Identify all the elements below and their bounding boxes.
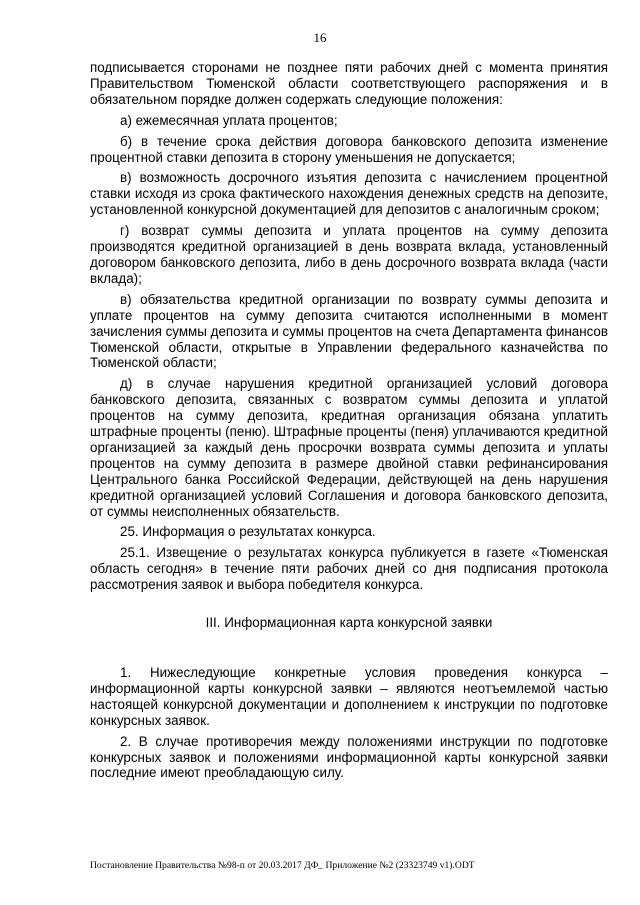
section-heading: III. Информационная карта конкурсной заявки [205,615,493,631]
paragraph-clause-25: 25. Информация о результатах конкурса. [120,524,376,540]
section-paragraph-1: 1. Нижеследующие конкретные условия проведения конкурса – информационной карты конкурсной заявки – являются неотъемлемой частью настоящей конкурсной документации и дополнением к инструкции по подготовке конкурсных заявок. [90,665,608,728]
paragraph-item-v-early-withdrawal: в) возможность досрочного изъятия депозита с начислением процентной ставки исходя из срока фактического нахождения денежных средств на депозите, установленной конкурсной документацией для депозитов с аналогичным сроком; [90,170,608,218]
document-footer: Постановление Правительства №98-п от 20.03.2017 ДФ_ Приложение №2 (23323749 v1).ODT [90,860,475,871]
paragraph-intro: подписывается сторонами не позднее пяти рабочих дней с момента принятия Правительством Тюменской области соответствующего распоряжения и в обязательном порядке должен содержать следующие положения: [90,60,608,107]
paragraph-item-a: а) ежемесячная уплата процентов; [120,112,338,128]
paragraph-item-g: г) возврат суммы депозита и уплата процентов на сумму депозита производятся кредитной организацией в день возврата вклада, установленный договором банковского депозита, либо в день досрочного возврата вклада (части вклада); [90,223,608,286]
paragraph-item-d: д) в случае нарушения кредитной организацией условий договора банковского депозита, связанных с возвратом суммы депозита и уплатой процентов на сумму депозита, кредитная организация обязана уплатить штрафные проценты (пеню). Штрафные проценты (пеня) уплачиваются кредитной организацией за каждый день просрочки возврата суммы депозита и уплаты процентов на сумму депозита в размере двойной ставки рефинансирования Центрального банка Российской Федерации, действующей на день нарушения кредитной организацией условий Соглашения и договора банковского депозита, от суммы неисполненных обязательств. [90,376,608,519]
paragraph-clause-25-1: 25.1. Извещение о результатах конкурса публикуется в газете «Тюменская область сегодня» в течение пяти рабочих дней со дня подписания протокола рассмотрения заявок и выбора победителя конкурса. [90,545,608,593]
section-paragraph-2: 2. В случае противоречия между положениями инструкции по подготовке конкурсных заявок и положениями информационной карты конкурсной заявки последние имеют преобладающую силу. [90,733,608,781]
page-number: 16 [313,30,327,45]
paragraph-item-b: б) в течение срока действия договора банковского депозита изменение процентной ставки депозита в сторону уменьшения не допускается; [90,133,608,165]
paragraph-item-v-obligations: в) обязательства кредитной организации по возврату суммы депозита и уплате процентов на сумму депозита считаются исполненными в момент зачисления суммы депозита и суммы процентов на счета Департамента финансов Тюменской области, открытые в Управлении федерального казначейства по Тюменской области; [90,291,608,371]
document-body [90,60,608,786]
